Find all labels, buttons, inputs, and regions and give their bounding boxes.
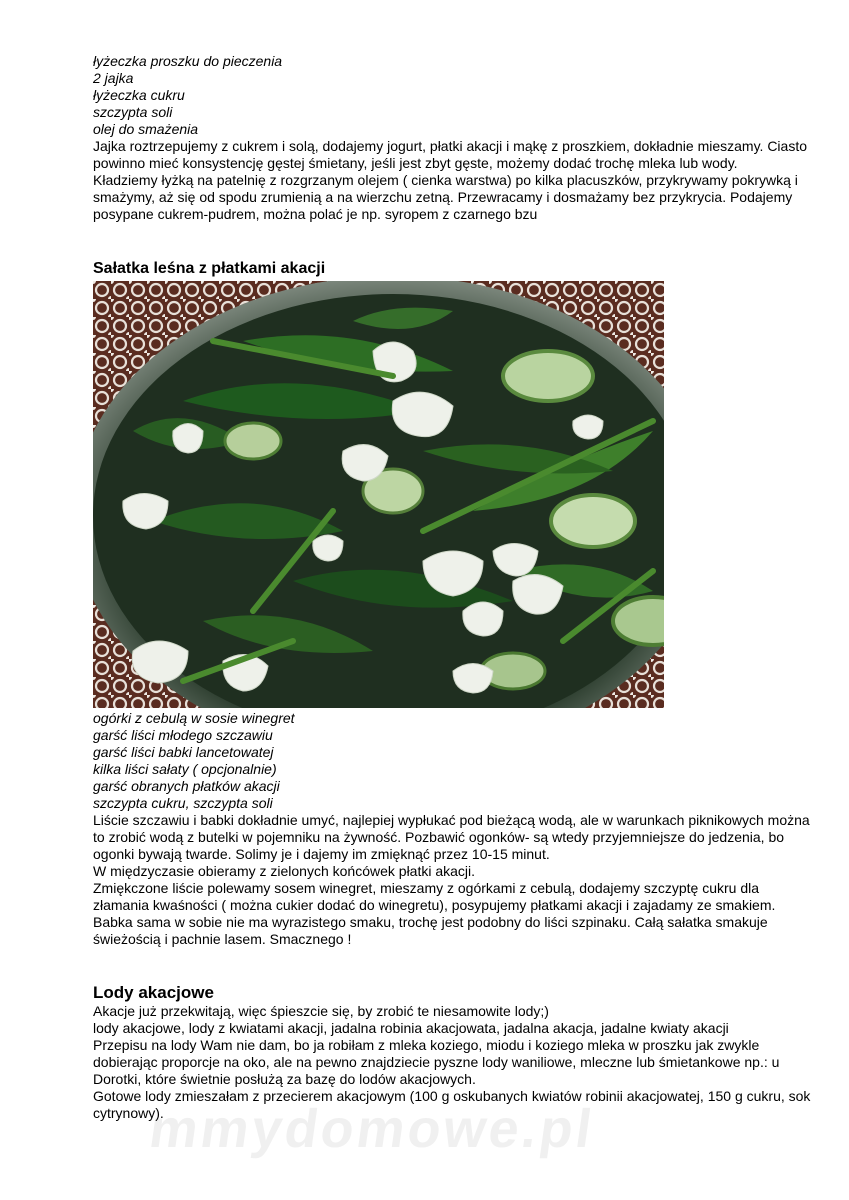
ingredient-item: olej do smażenia (93, 121, 199, 137)
section-title-ice-cream: Lody akacjowe (93, 983, 214, 1002)
section-title-salad: Sałatka leśna z płatkami akacji (93, 260, 326, 277)
ingredient-item: łyżeczka proszku do pieczenia (93, 53, 283, 69)
ingredient-item: garść liści młodego szczawiu (93, 727, 273, 743)
ingredient-item: garść liści babki lancetowatej (93, 744, 274, 760)
instruction-paragraph: lody akacjowe, lody z kwiatami akacji, jadalna robinia akacjowata, jadalna akacja, jadalne kwiaty akacji (93, 1020, 729, 1036)
salad-photo (93, 281, 664, 708)
instruction-paragraph: Liście szczawiu i babki dokładnie umyć, najlepiej wypłukać pod bieżącą wodą, ale w warunkach piknikowych można to zrobić wodą z butelki w pojemniku na żywność. Pozbawić ogonków- są wtedy przyjemniejsze do jedzenia, bo ogonki bywają twarde. Solimy je i dajemy im zmięknąć przez 10-15 minut. (93, 812, 810, 862)
ingredient-item: garść obranych płatków akacji (93, 778, 280, 794)
instruction-paragraph: Akacje już przekwitają, więc śpieszcie się, by zrobić te niesamowite lody;) (93, 1003, 549, 1019)
ingredient-item: szczypta soli (93, 104, 173, 120)
instruction-paragraph: Jajka roztrzepujemy z cukrem i solą, dodajemy jogurt, płatki akacji i mąkę z proszkiem, dokładnie mieszamy. Ciasto powinno mieć konsystencję gęstej śmietany, jeśli jest zbyt gęste, możemy dodać trochę mleka lub wody. (93, 138, 808, 171)
instruction-paragraph: Przepisu na lody Wam nie dam, bo ja robiłam z mleka koziego, miodu i koziego mleka w proszku jak zwykle dobierając proporcje na oko, ale na pewno znajdziecie pyszne lody waniliowe, mleczne lub śmietankowe np.: u Dorotki, które świetnie posłużą za bazę do lodów akacjowych. (93, 1037, 780, 1087)
document-page (93, 53, 813, 1122)
ingredient-list-2 (93, 710, 813, 812)
ingredient-item: 2 jajka (93, 70, 134, 86)
ingredient-item: kilka liści sałaty ( opcjonalnie) (93, 761, 277, 777)
instruction-paragraph: Zmiękczone liście polewamy sosem winegret, mieszamy z ogórkami z cebulą, dodajemy szczyptę cukru dla złamania kwaśności ( można cukier dodać do winegretu), posypujemy płatkami akacji i zajadamy ze smakiem. Babka sama w sobie nie ma wyrazistego smaku, trochę jest podobny do liści szpinaku. Całą sałatka smakuje świeżością i pachnie lasem. Smacznego ! (93, 880, 776, 947)
ingredient-list-1 (93, 53, 813, 138)
ingredient-item: szczypta cukru, szczypta soli (93, 795, 273, 811)
instruction-paragraph: W międzyczasie obieramy z zielonych końcówek płatki akacji. (93, 863, 476, 879)
watermark: mmydomowe.pl (145, 1099, 599, 1159)
instruction-paragraph: Gotowe lody zmieszałam z przecierem akacjowym (100 g oskubanych kwiatów robinii akacjowatej, 150 g cukru, sok cytrynowy). (93, 1088, 811, 1121)
instruction-paragraph: Kładziemy łyżką na patelnię z rozgrzanym olejem ( cienka warstwa) po kilka placuszków, przykrywamy pokrywką i smażymy, aż się od spodu zrumienią a na wierzchu zetną. Przewracamy i dosmażamy bez przykrycia. Podajemy posypane cukrem-pudrem, można polać je np. syropem z czarnego bzu (93, 172, 798, 222)
ingredient-item: ogórki z cebulą w sosie winegret (93, 710, 295, 726)
ingredient-item: łyżeczka cukru (93, 87, 185, 103)
